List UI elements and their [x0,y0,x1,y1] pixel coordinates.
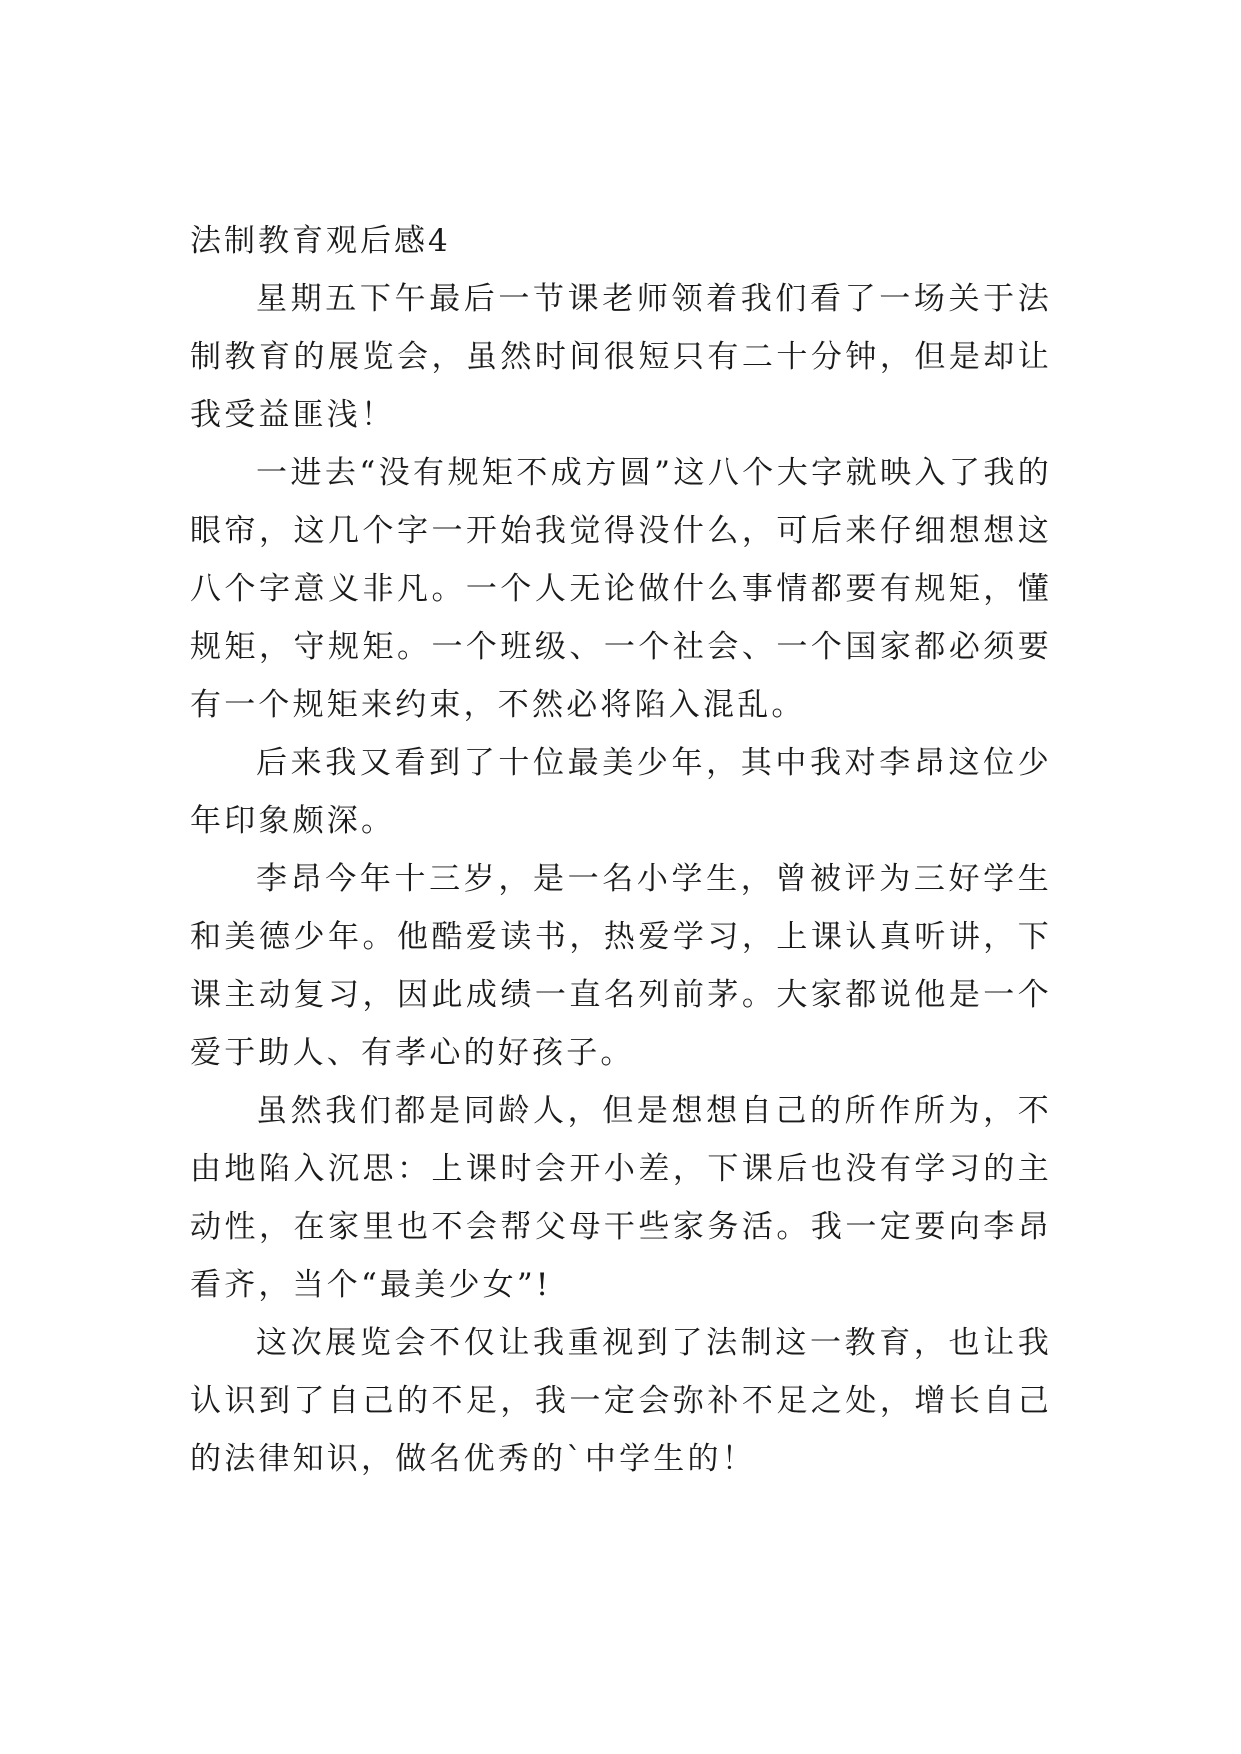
document-body [190,212,1052,1488]
document-title: 法制教育观后感4 [190,223,451,259]
paragraph-4: 李昂今年十三岁，是一名小学生，曾被评为三好学生和美德少年。他酷爱读书，热爱学习，上课认真听讲，下课主动复习，因此成绩一直名列前茅。大家都说他是一个爱于助人、有孝心的好孩子。 [190,861,1052,1071]
paragraph-1: 星期五下午最后一节课老师领着我们看了一场关于法制教育的展览会，虽然时间很短只有二十分钟，但是却让我受益匪浅！ [190,281,1052,433]
paragraph-5: 虽然我们都是同龄人，但是想想自己的所作所为，不由地陷入沉思：上课时会开小差，下课后也没有学习的主动性，在家里也不会帮父母干些家务活。我一定要向李昂看齐，当个“最美少女”! [190,1093,1052,1303]
paragraph-3: 后来我又看到了十位最美少年，其中我对李昂这位少年印象颇深。 [190,745,1052,839]
paragraph-6: 这次展览会不仅让我重视到了法制这一教育，也让我认识到了自己的不足，我一定会弥补不足之处，增长自己的法律知识，做名优秀的`中学生的！ [190,1325,1052,1477]
paragraph-2: 一进去“没有规矩不成方圆”这八个大字就映入了我的眼帘，这几个字一开始我觉得没什么，可后来仔细想想这八个字意义非凡。一个人无论做什么事情都要有规矩，懂规矩，守规矩。一个班级、一个社会、一个国家都必须要有一个规矩来约束，不然必将陷入混乱。 [190,455,1052,723]
